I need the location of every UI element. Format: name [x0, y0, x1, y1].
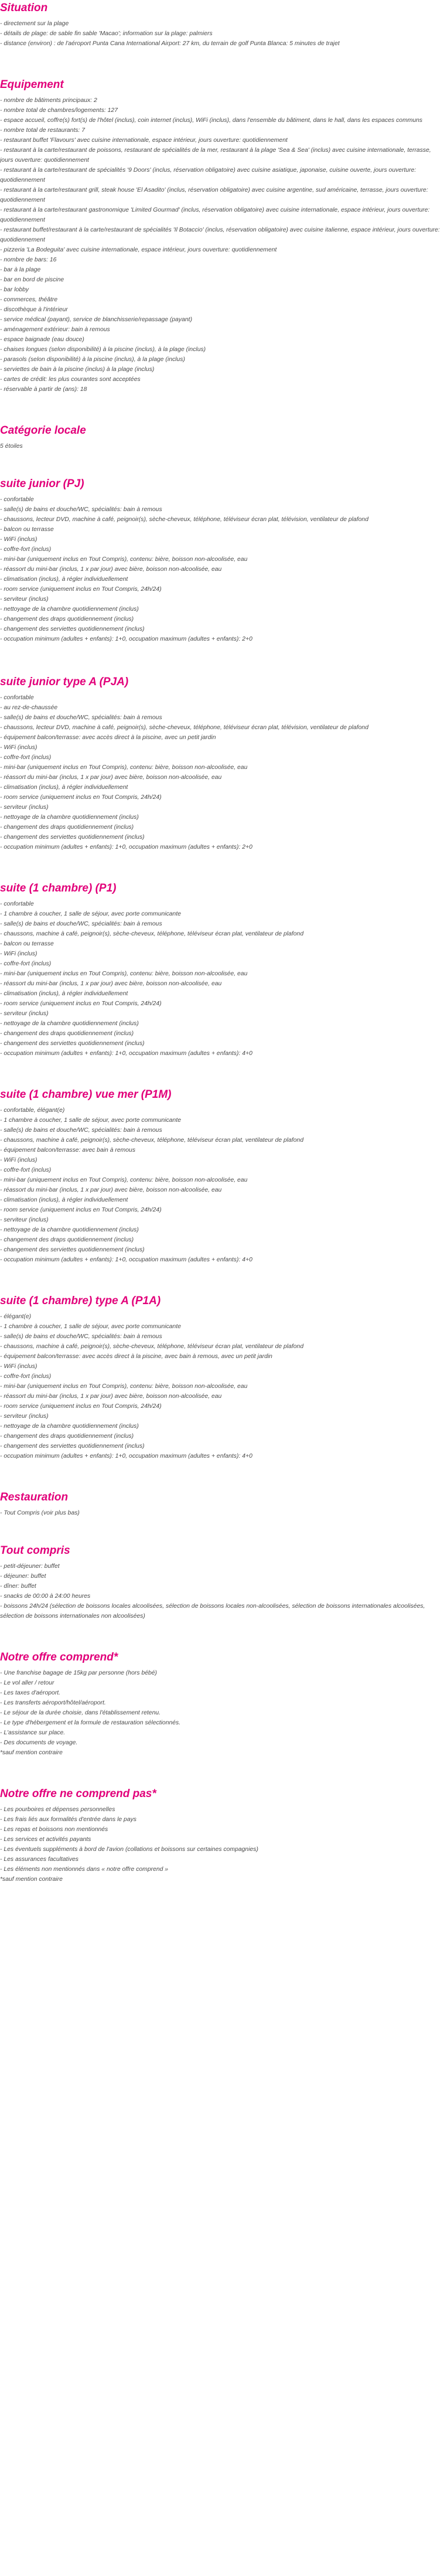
list-item: - Les taxes d'aéroport. — [0, 1690, 61, 1696]
list-item: - changement des serviettes quotidiennement (inclus) — [0, 834, 145, 840]
list-item: - réservable à partir de (ans): 18 — [0, 386, 87, 393]
list-item: - climatisation (inclus), à régler individuellement — [0, 991, 128, 997]
list-item: - servitеur (inclus) — [0, 596, 49, 603]
list-item: - changement des draps quotidiennement (inclus) — [0, 1237, 134, 1243]
list-item: - Des documents de voyage. — [0, 1740, 78, 1746]
list-item: - nettoyage de la chambre quotidiennement (inclus) — [0, 814, 139, 821]
list-item: - confortable, élégant(e) — [0, 1107, 65, 1114]
section-lines — [0, 1105, 444, 1265]
section-offre-comprend — [0, 1651, 444, 1758]
section-lines — [0, 1805, 444, 1884]
list-item: - réassort du mini-bar (inclus, 1 x par jour) avec bière, boisson non-alcoolisée, eau — [0, 566, 222, 573]
list-item: - room service (uniquement inclus en Tout Compris, 24h/24) — [0, 1207, 162, 1213]
section-lines — [0, 19, 444, 49]
section-lines — [0, 1508, 444, 1518]
list-item: - coffre-fort (inclus) — [0, 1167, 52, 1173]
list-item: - service médical (payant), service de blanchisserie/repassage (payant) — [0, 317, 193, 323]
list-item: - Les frais liés aux formalités d'entrée dans le pays — [0, 1816, 136, 1823]
list-item: - restaurant à la carte/restaurant gastronomique 'Limited Gourmad' (inclus, réservation obligatoire) avec cuisine internationale, espace intérieur, jours ouverture: quotidiennement — [0, 207, 430, 223]
list-item: - salle(s) de bains et douche/WC, spécialités: bain à remous — [0, 506, 162, 513]
section-lines — [0, 693, 444, 852]
list-item: - coffre-fort (inclus) — [0, 961, 52, 967]
list-item: - coffre-fort (inclus) — [0, 754, 52, 761]
list-item: - chaussons, lecteur DVD, machine à café, peignoir(s), sèche-cheveux, téléphone, téléviseur écran plat, télévision, ventilateur de plafond — [0, 724, 368, 731]
list-item: - au rez-de-chaussée — [0, 705, 58, 711]
list-item: - climatisation (inclus), à régler individuellement — [0, 784, 128, 791]
list-item: - room service (uniquement inclus en Tout Compris, 24h/24) — [0, 586, 162, 593]
list-item: - aménagement extérieur: bain à remous — [0, 326, 110, 333]
list-item: - confortable — [0, 901, 34, 907]
section-title: Equipement — [0, 79, 64, 91]
list-item: - bar en bord de piscine — [0, 277, 64, 283]
list-item: - chaussons, machine à café, peignoir(s), sèche-cheveux, téléphone, téléviseur écran plat, ventilateur de plafond — [0, 1137, 304, 1144]
list-item: - nombre total de restaurants: 7 — [0, 127, 85, 134]
list-item: - réassort du mini-bar (inclus, 1 x par jour) avec bière, boisson non-alcoolisée, eau — [0, 774, 222, 781]
section-title: suite junior type A (PJA) — [0, 676, 129, 688]
list-item: - espace accueil, coffre(s) fort(s) de l'hôtel (inclus), coin internet (inclus), WiFi (inclus), dans l'ensemble du bâtiment, dans le hall, dans les espaces communs — [0, 117, 423, 124]
list-item: - changement des serviettes quotidiennement (inclus) — [0, 1443, 145, 1449]
list-item: - Une franchise bagage de 15kg par personne (hors bébé) — [0, 1670, 158, 1676]
section-title: Situation — [0, 2, 48, 14]
list-item: - Les éléments non mentionnés dans « notre offre comprend » — [0, 1866, 169, 1873]
list-item: - climatisation (inclus), à régler individuellement — [0, 576, 128, 583]
list-item: - balcon ou terrasse — [0, 526, 54, 533]
list-item: - réassort du mini-bar (inclus, 1 x par jour) avec bière, boisson non-alcoolisée, eau — [0, 1187, 222, 1193]
list-item: - occupation minimum (adultes + enfants): 1+0, occupation maximum (adultes + enfants): 4+0 — [0, 1050, 252, 1057]
section-tout-compris — [0, 1544, 444, 1621]
list-item: - boissons 24h/24 (sélection de boissons locales alcoolisées, sélection de boissons locales non-alcoolisées, sélection de boissons internationales alcoolisées, sélection de boissons internationales non alcoolisées) — [0, 1603, 425, 1619]
list-item: - occupation minimum (adultes + enfants): 1+0, occupation maximum (adultes + enfants): 4+0 — [0, 1453, 252, 1459]
list-item: - réassort du mini-bar (inclus, 1 x par jour) avec bière, boisson non-alcoolisée, eau — [0, 1393, 222, 1400]
list-item: - WiFi (inclus) — [0, 1363, 37, 1370]
list-item: 5 étoiles — [0, 443, 23, 450]
list-item: - réassort du mini-bar (inclus, 1 x par jour) avec bière, boisson non-alcoolisée, eau — [0, 981, 222, 987]
section-title: Catégorie locale — [0, 424, 86, 437]
list-item: - Les services et activités payants — [0, 1836, 91, 1843]
list-item: - balcon ou terrasse — [0, 941, 54, 947]
list-item: - nettoyage de la chambre quotidiennement (inclus) — [0, 1423, 139, 1430]
list-item: - Les transferts aéroport/hôtel/aéroport. — [0, 1700, 106, 1706]
section-lines — [0, 899, 444, 1059]
list-item: - nettoyage de la chambre quotidiennement (inclus) — [0, 606, 139, 612]
section-title: Notre offre comprend* — [0, 1651, 118, 1663]
list-item: - détails de plage: de sable fin sable 'Macao'; information sur la plage: palmiers — [0, 30, 213, 37]
list-item: - Les éventuels suppléments à bord de l'avion (collations et boissons sur certaines compagnies) — [0, 1846, 258, 1853]
section-offre-ne-comprend-pas — [0, 1787, 444, 1884]
list-item: - servitеur (inclus) — [0, 1413, 49, 1420]
list-item: - L'assistance sur place. — [0, 1730, 66, 1736]
list-item: - servitеur (inclus) — [0, 1217, 49, 1223]
section-room-p1a — [0, 1294, 444, 1461]
list-item: - changement des draps quotidiennement (inclus) — [0, 1433, 134, 1440]
list-item: - commerces, théâtre — [0, 297, 58, 303]
list-item: - mini-bar (uniquement inclus en Tout Compris), contenu: bière, boisson non-alcoolisée, eau — [0, 1383, 248, 1390]
list-item: - bar à la plage — [0, 267, 41, 273]
section-lines — [0, 1668, 444, 1758]
list-item: - cartes de crédit: les plus courantes sont acceptées — [0, 376, 141, 383]
list-item: - restaurant buffet 'Flavours' avec cuisine internationale, espace intérieur, jours ouverture: quotidiennement — [0, 137, 288, 144]
list-item: - mini-bar (uniquement inclus en Tout Compris), contenu: bière, boisson non-alcoolisée, eau — [0, 971, 248, 977]
list-item: - chaussons, machine à café, peignoir(s), sèche-cheveux, téléphone, téléviseur écran plat, ventilateur de plafond — [0, 1343, 304, 1350]
section-title: suite (1 chambre) (P1) — [0, 882, 117, 894]
list-item: - restaurant à la carte/restaurant grill, steak house 'El Asadito' (inclus, réservation obligatoire) avec cuisine argentine, sud américaine, terrasse, jours ouverture: quotidiennement — [0, 187, 428, 203]
list-item: - mini-bar (uniquement inclus en Tout Compris), contenu: bière, boisson non-alcoolisée, eau — [0, 1177, 248, 1183]
list-item: - équipement balcon/terrasse: avec accès direct à la piscine, avec un petit jardin — [0, 734, 216, 741]
list-item: - équipement balcon/terrasse: avec accès direct à la piscine, avec bain à remous, avec un petit jardin — [0, 1353, 272, 1360]
section-title: Notre offre ne comprend pas* — [0, 1788, 156, 1800]
list-item: - 1 chambre à coucher, 1 salle de séjour, avec porte communicante — [0, 1323, 181, 1330]
list-item: - nettoyage de la chambre quotidiennement (inclus) — [0, 1020, 139, 1027]
list-item: - servitеur (inclus) — [0, 804, 49, 811]
list-item: - changement des draps quotidiennement (inclus) — [0, 824, 134, 831]
list-item: - chaussons, machine à café, peignoir(s), sèche-cheveux, téléphone, téléviseur écran plat, ventilateur de plafond — [0, 931, 304, 937]
list-item: - serviettes de bain à la piscine (inclus) à la plage (inclus) — [0, 366, 155, 373]
section-lines — [0, 96, 444, 394]
list-item: - chaises longues (selon disponibilité) à la piscine (inclus), à la plage (inclus) — [0, 346, 206, 353]
list-item: - WiFi (inclus) — [0, 536, 37, 543]
list-item: - salle(s) de bains et douche/WC, spécialités: bain à remous — [0, 921, 162, 927]
list-item: - Le type d'hébergement et la formule de restauration sélectionnés. — [0, 1720, 181, 1726]
list-item: - changement des draps quotidiennement (inclus) — [0, 616, 134, 622]
list-item: - distance (environ) : de l'aéroport Punta Cana International Airport: 27 km, du terrain de golf Punta Blanca: 5 minutes de trajet — [0, 40, 340, 47]
section-categorie-locale — [0, 424, 444, 451]
list-item: - changement des serviettes quotidiennement (inclus) — [0, 1247, 145, 1253]
list-item: - changement des serviettes quotidiennement (inclus) — [0, 626, 145, 632]
section-title: suite (1 chambre) vue mer (P1M) — [0, 1088, 172, 1101]
section-lines — [0, 495, 444, 644]
list-item: - restaurant à la carte/restaurant de poissons, restaurant de spécialités de la mer, restaurant à la plage 'Sea & Sea' (inclus) avec cuisine internationale, terrasse, jours ouverture: quotidiennement — [0, 147, 431, 164]
list-item: - confortable — [0, 695, 34, 701]
section-situation — [0, 1, 444, 49]
list-item: - climatisation (inclus), à régler individuellement — [0, 1197, 128, 1203]
list-item: - petit-déjeuner: buffet — [0, 1563, 60, 1570]
list-item: - Le vol aller / retour — [0, 1680, 54, 1686]
list-item: - snacks de 00:00 à 24:00 heures — [0, 1593, 91, 1600]
list-item: - Les pourboires et dépenses personnelles — [0, 1806, 115, 1813]
list-item: - confortable — [0, 496, 34, 503]
footnote: *sauf mention contraire — [0, 1750, 63, 1756]
list-item: - WiFi (inclus) — [0, 1157, 37, 1163]
list-item: - restaurant buffet/restaurant à la carte/restaurant de spécialités 'Il Botaccio' (inclus, réservation obligatoire) avec cuisine italienne, espace intérieur, jours ouverture: quotidiennement — [0, 227, 440, 243]
list-item: - équipement balcon/terrasse: avec bain à remous — [0, 1147, 136, 1153]
section-lines — [0, 1312, 444, 1461]
section-equipement — [0, 78, 444, 394]
section-title: suite junior (PJ) — [0, 478, 84, 490]
list-item: - occupation minimum (adultes + enfants): 1+0, occupation maximum (adultes + enfants): 2+0 — [0, 636, 252, 642]
list-item: - parasols (selon disponibilité) à la piscine (inclus), à la plage (inclus) — [0, 356, 185, 363]
list-item: - occupation minimum (adultes + enfants): 1+0, occupation maximum (adultes + enfants): 2+0 — [0, 844, 252, 850]
list-item: - mini-bar (uniquement inclus en Tout Compris), contenu: bière, boisson non-alcoolisée, eau — [0, 764, 248, 771]
list-item: - servitеur (inclus) — [0, 1010, 49, 1017]
list-item: - discothèque à l'intérieur — [0, 307, 68, 313]
list-item: - pizzeria 'La Bodeguita' avec cuisine internationale, espace intérieur, jours ouverture: quotidiennement — [0, 247, 277, 253]
footnote: *sauf mention contraire — [0, 1876, 63, 1883]
section-room-pj — [0, 477, 444, 644]
list-item: - room service (uniquement inclus en Tout Compris, 24h/24) — [0, 1001, 162, 1007]
list-item: - changement des serviettes quotidiennement (inclus) — [0, 1040, 145, 1047]
list-item: - salle(s) de bains et douche/WC, spécialités: bain à remous — [0, 714, 162, 721]
section-room-pja — [0, 675, 444, 852]
list-item: - room service (uniquement inclus en Tout Compris, 24h/24) — [0, 1403, 162, 1410]
list-item: - occupation minimum (adultes + enfants): 1+0, occupation maximum (adultes + enfants): 4+0 — [0, 1257, 252, 1263]
list-item: - room service (uniquement inclus en Tout Compris, 24h/24) — [0, 794, 162, 801]
list-item: - mini-bar (uniquement inclus en Tout Compris), contenu: bière, boisson non-alcoolisée, eau — [0, 556, 248, 563]
list-item: - déjeuner: buffet — [0, 1573, 46, 1580]
section-restauration — [0, 1491, 444, 1518]
list-item: - nombre de bâtiments principaux: 2 — [0, 97, 97, 104]
list-item: - Les assurances facultatives — [0, 1856, 78, 1863]
list-item: - Tout Compris (voir plus bas) — [0, 1510, 80, 1516]
list-item: - nettoyage de la chambre quotidiennement (inclus) — [0, 1227, 139, 1233]
list-item: - nombre total de chambres/logements: 127 — [0, 107, 118, 114]
list-item: - bar lobby — [0, 287, 29, 293]
list-item: - WiFi (inclus) — [0, 744, 37, 751]
list-item: - changement des draps quotidiennement (inclus) — [0, 1030, 134, 1037]
section-room-p1m — [0, 1088, 444, 1265]
list-item: - Les repas et boissons non mentionnés — [0, 1826, 108, 1833]
list-item: - salle(s) de bains et douche/WC, spécialités: bain à remous — [0, 1127, 162, 1134]
list-item: - dîner: buffet — [0, 1583, 36, 1590]
list-item: - coffre-fort (inclus) — [0, 546, 52, 553]
list-item: - 1 chambre à coucher, 1 salle de séjour, avec porte communicante — [0, 1117, 181, 1124]
section-lines — [0, 1561, 444, 1621]
list-item: - chaussons, lecteur DVD, machine à café, peignoir(s), sèche-cheveux, téléphone, téléviseur écran plat, télévision, ventilateur de plafond — [0, 516, 368, 523]
section-title: suite (1 chambre) type A (P1A) — [0, 1295, 161, 1307]
list-item: - nombre de bars: 16 — [0, 257, 57, 263]
list-item: - salle(s) de bains et douche/WC, spécialités: bain à remous — [0, 1333, 162, 1340]
list-item: - coffre-fort (inclus) — [0, 1373, 52, 1380]
list-item: - élégant(e) — [0, 1313, 32, 1320]
list-item: - directement sur la plage — [0, 21, 69, 27]
list-item: - espace baignade (eau douce) — [0, 336, 84, 343]
list-item: - Le séjour de la durée choisie, dans l'établissement retenu. — [0, 1710, 161, 1716]
section-room-p1 — [0, 882, 444, 1059]
section-lines — [0, 441, 444, 451]
section-title: Tout compris — [0, 1544, 70, 1557]
list-item: - WiFi (inclus) — [0, 951, 37, 957]
section-title: Restauration — [0, 1491, 69, 1503]
list-item: - restaurant à la carte/restaurant de spécialités '9 Doors' (inclus, réservation obligatoire) avec cuisine asiatique, japonaise, cuisine ouverte, jours ouverture: quotidiennement — [0, 167, 416, 183]
list-item: - 1 chambre à coucher, 1 salle de séjour, avec porte communicante — [0, 911, 181, 917]
